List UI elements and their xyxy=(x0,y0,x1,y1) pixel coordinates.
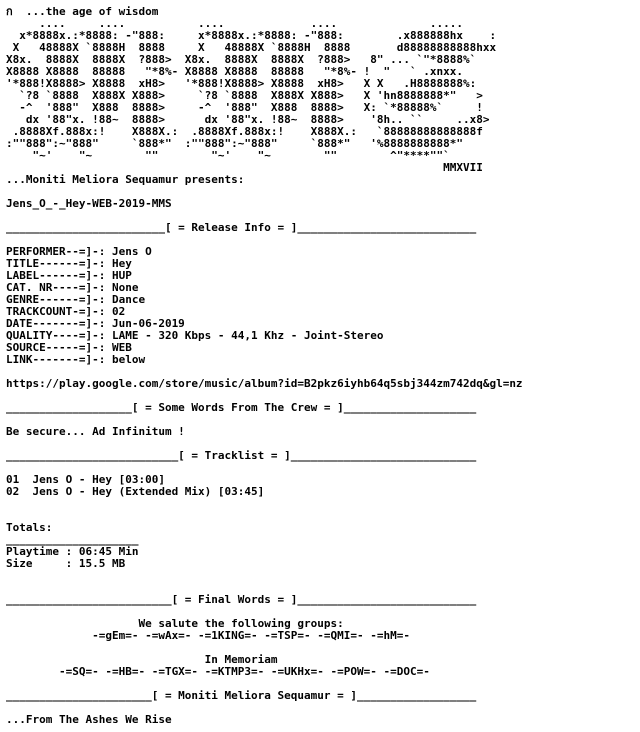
nfo-line xyxy=(6,570,640,582)
nfo-line xyxy=(6,510,640,522)
nfo-line: In Memoriam xyxy=(6,653,278,666)
nfo-line: QUALITY----=]-: LAME - 320 Kbps - 44,1 Khz - Joint-Stereo xyxy=(6,329,384,342)
nfo-line: .... .... .... .... ..... xyxy=(6,17,463,30)
nfo-line: LINK-------=]-: below xyxy=(6,353,146,366)
nfo-line: dx '88"x. !88~ 8888> dx '88"x. !88~ 8888> '8h.. `` ..x8> xyxy=(6,113,490,126)
nfo-line: SOURCE-----=]-: WEB xyxy=(6,341,132,354)
nfo-line: .8888Xf.888x:! X888X.: .8888Xf.888x:! X888X.: `88888888888888f xyxy=(6,125,483,138)
nfo-line: _________________________[ = Final Words = ]___________________________ xyxy=(6,593,477,606)
nfo-line: MMXVII xyxy=(6,161,483,174)
nfo-line: DATE-------=]-: Jun-06-2019 xyxy=(6,317,185,330)
nfo-line: Playtime : 06:45 Min xyxy=(6,545,139,558)
nfo-line: GENRE------=]-: Dance xyxy=(6,293,146,306)
nfo-line: Size : 15.5 MB xyxy=(6,557,126,570)
nfo-line: -=SQ=- -=HB=- -=TGX=- -=KTMP3=- -=UKHx=- -=POW=- -=DOC=- xyxy=(6,665,430,678)
nfo-line: -^ '888" X888 8888> -^ '888" X888 8888> X: `*88888%` ! xyxy=(6,101,483,114)
nfo-line: X8x. 8888X 8888X ?888> X8x. 8888X 8888X ?888> 8" ... `"*8888%` xyxy=(6,53,477,66)
nfo-line: TRACKCOUNT-=]-: 02 xyxy=(6,305,126,318)
nfo-line: ______________________[ = Moniti Meliora Sequamur = ]__________________ xyxy=(6,689,477,702)
nfo-line: X8888 X8888 88888 "*8%- X8888 X8888 88888 "*8%- ! " ` .xnxx. xyxy=(6,65,463,78)
nfo-line: TITLE------=]-: Hey xyxy=(6,257,132,270)
nfo-line: We salute the following groups: xyxy=(6,617,344,630)
nfo-line: https://play.google.com/store/music/album?id=B2pkz6iyhb64q5sbj344zm742dq&gl=nz xyxy=(6,377,523,390)
nfo-line: Totals: xyxy=(6,521,53,534)
nfo-line: ___________________[ = Some Words From The Crew = ]____________________ xyxy=(6,401,477,414)
nfo-line: PERFORMER--=]-: Jens O xyxy=(6,245,152,258)
nfo-line: ________________________[ = Release Info = ]___________________________ xyxy=(6,221,477,234)
nfo-line: "~' "~ "" "~' "~ "" ^"****""` xyxy=(6,149,450,162)
nfo-line: 01 Jens O - Hey [03:00] xyxy=(6,473,165,486)
nfo-line: 02 Jens O - Hey (Extended Mix) [03:45] xyxy=(6,485,265,498)
nfo-line: '*888!X8888> X8888 xH8> '*888!X8888> X8888 xH8> X X .H8888888%: xyxy=(6,77,477,90)
nfo-line: ...From The Ashes We Rise xyxy=(6,713,172,726)
nfo-line: x*8888x.:*8888: -"888: x*8888x.:*8888: -"888: .x888888hx : xyxy=(6,29,497,42)
nfo-line: ก ...the age of wisdom xyxy=(6,6,159,18)
nfo-line xyxy=(6,498,640,510)
nfo-line: ____________________ xyxy=(6,533,139,546)
nfo-document xyxy=(6,6,640,726)
nfo-line: Be secure... Ad Infinitum ! xyxy=(6,425,185,438)
nfo-line: Jens_O_-_Hey-WEB-2019-MMS xyxy=(6,197,172,210)
nfo-line: `?8 `8888 X888X X888> `?8 `8888 X888X X888> X 'hn8888888*" > xyxy=(6,89,483,102)
nfo-line: __________________________[ = Tracklist = ]____________________________ xyxy=(6,449,477,462)
nfo-line: :""888":~"888" `888*" :""888":~"888" `888*" '%8888888888*" xyxy=(6,137,463,150)
nfo-line: -=gEm=- -=wAx=- -=1KING=- -=TSP=- -=QMI=- -=hM=- xyxy=(6,629,410,642)
nfo-line: CAT. NR----=]-: None xyxy=(6,281,139,294)
nfo-line: ...Moniti Meliora Sequamur presents: xyxy=(6,173,245,186)
nfo-line: X 48888X `8888H 8888 X 48888X `8888H 8888 d88888888888hxx xyxy=(6,41,497,54)
nfo-line: LABEL------=]-: HUP xyxy=(6,269,132,282)
